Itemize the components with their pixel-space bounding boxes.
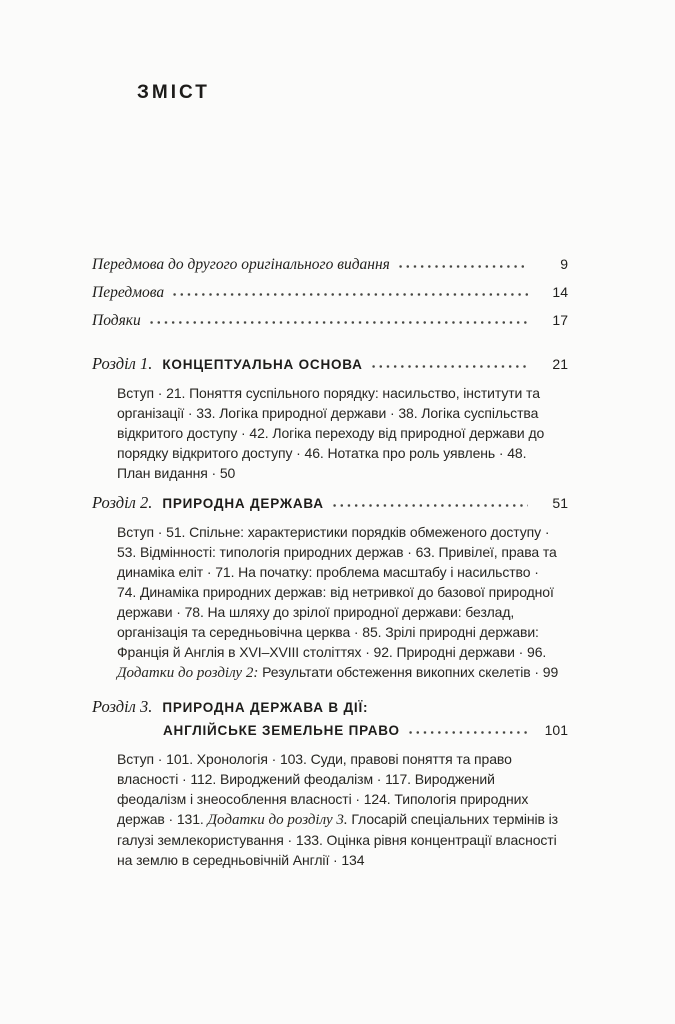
chapter-heading-continued <box>163 719 568 742</box>
dot-leader <box>148 320 528 325</box>
toc-entry-label: Подяки <box>92 312 141 329</box>
chapter-label: Розділ 2. <box>92 493 153 512</box>
dot-leader <box>171 292 528 297</box>
chapter-label: Розділ 1. <box>92 354 153 373</box>
description-segment: Результати обстеження викопних скелетів · 99 <box>258 664 559 680</box>
chapter-description <box>117 383 560 483</box>
page-number: 9 <box>560 256 568 272</box>
toc-entry <box>92 312 568 340</box>
page-number: 17 <box>552 312 568 328</box>
front-matter-list <box>92 256 568 340</box>
chapter-title-line2: АНГЛІЙСЬКЕ ЗЕМЕЛЬНЕ ПРАВО <box>163 723 400 738</box>
description-segment: Вступ · 51. Спільне: характеристики порядків обмеженого доступу · 53. Відмінності: типологія природних держав · 63. Привілеї, права та динаміка еліт · 71. На початку: проблема масштабу і насильство · 74. Динаміка природних держав: від нетривкої до базової природної держави · 78. На шляху до зрілої природної держави: безлад, організація та середньовічна церква · 85. Зрілі природні держави: Франція й Англія в XVI–XVIII століттях · 92. Природні держави · 96. <box>117 524 557 660</box>
dot-leader <box>331 503 528 508</box>
dot-leader <box>407 730 528 735</box>
page-title: ЗМІСТ <box>137 82 210 103</box>
toc-entry <box>92 284 568 312</box>
chapter-section <box>92 696 568 870</box>
chapter-title: ПРИРОДНА ДЕРЖАВА <box>162 496 324 511</box>
chapter-label: Розділ 3. <box>92 697 153 716</box>
toc-entry-label: Передмова <box>92 284 165 301</box>
toc-entry-label: Передмова до другого оригінального видання <box>92 256 390 273</box>
page-number: 51 <box>552 495 568 511</box>
dot-leader <box>370 364 528 369</box>
chapter-heading <box>92 492 568 515</box>
chapter-heading <box>92 353 568 376</box>
chapter-heading <box>92 696 568 719</box>
chapter-section <box>92 353 568 483</box>
description-segment: Глосарій спеціальних термінів із галузі землекористування · 133. Оцінка рівня концентрації власності на землю в середньовічній Англії · 134 <box>117 811 558 868</box>
chapter-description <box>117 522 560 683</box>
description-segment: Вступ · 21. Поняття суспільного порядку: насильство, інститути та організації · 33. Логіка природної держави · 38. Логіка суспільства відкритого доступу · 42. Логіка переходу від природної держави до порядку відкритого доступу · 46. Нотатка про роль уявлень · 48. План видання · 50 <box>117 385 545 481</box>
description-italic-segment: Додатки до розділу 2: <box>117 665 259 681</box>
chapter-title: ПРИРОДНА ДЕРЖАВА В ДІЇ: <box>162 700 369 715</box>
toc-entry <box>92 256 568 284</box>
dot-leader <box>397 264 528 269</box>
page-number: 101 <box>544 722 568 738</box>
page-number: 21 <box>552 356 568 372</box>
chapter-section <box>92 492 568 683</box>
description-italic-segment: Додатки до розділу 3. <box>207 812 348 828</box>
chapter-description <box>117 749 560 870</box>
page-number: 14 <box>552 284 568 300</box>
chapter-title: КОНЦЕПТУАЛЬНА ОСНОВА <box>162 357 363 372</box>
description-segment: Вступ · 101. Хронологія · 103. Суди, правові поняття та право власності · 112. Вироджений феодалізм · 117. Вироджений феодалізм і знеособлення власності · 124. Типологія природних держав · 131. <box>117 751 529 827</box>
